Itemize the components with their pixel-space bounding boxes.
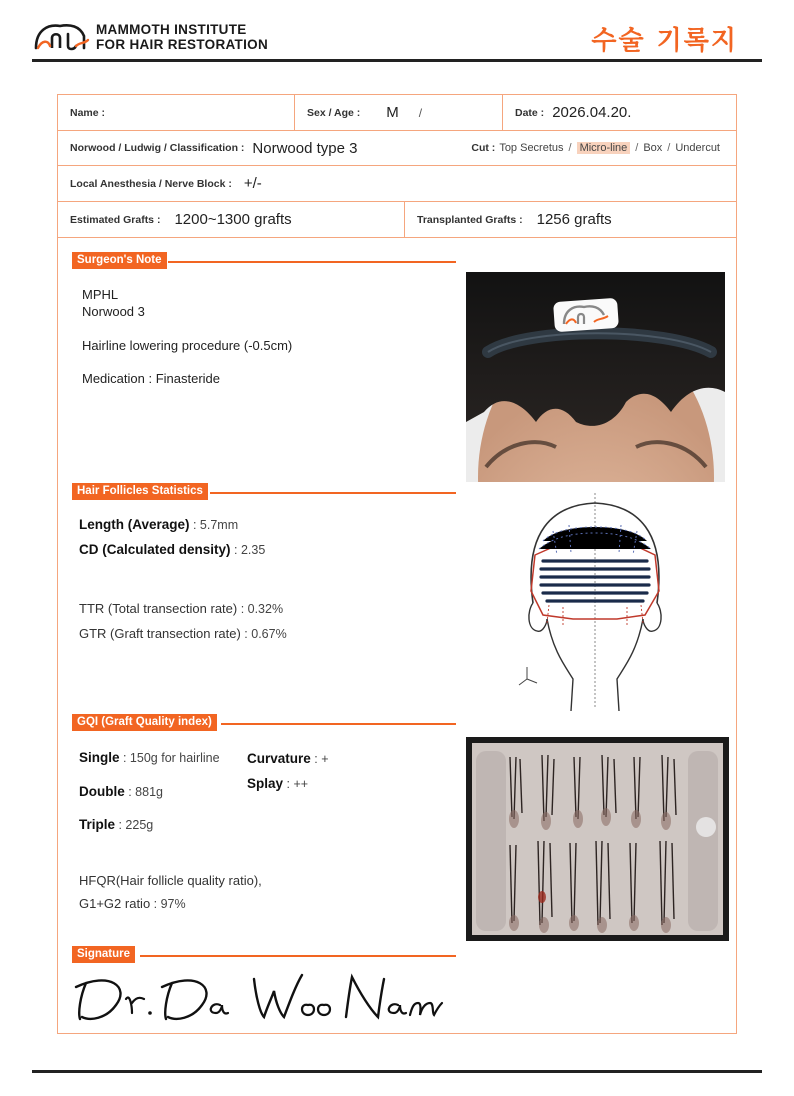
age-separator: / — [418, 105, 423, 120]
single-graft-stat: Single : 150g for hairline — [79, 750, 220, 765]
cut-label: Cut : — [471, 142, 496, 154]
handwritten-signature — [70, 967, 450, 1027]
splay-stat: Splay : ++ — [247, 776, 309, 791]
name-cell — [58, 95, 294, 130]
anesthesia-label: Local Anesthesia / Nerve Block : — [70, 177, 232, 190]
hfqr-line-1: HFQR(Hair follicle quality ratio), — [79, 873, 262, 888]
row-anesthesia — [58, 166, 736, 202]
gtr-stat: GTR (Graft transection rate) : 0.67% — [79, 626, 287, 641]
estimated-grafts-value: 1200~1300 grafts — [174, 211, 292, 228]
ttr-stat: TTR (Total transection rate) : 0.32% — [79, 601, 284, 616]
length-average-stat: Length (Average) : 5.7mm — [79, 517, 239, 532]
note-line-2: Norwood 3 — [82, 304, 145, 319]
cut-option-undercut: Undercut — [675, 142, 720, 154]
document-title: 수술 기록지 — [591, 26, 738, 56]
date-label: Date : — [515, 106, 545, 119]
surgeons-note-heading: Surgeon's Note — [72, 252, 167, 269]
date-value: 2026.04.20. — [552, 104, 632, 121]
classification-value: Norwood type 3 — [252, 139, 358, 157]
cut-option-top-secretus: Top Secretus — [499, 142, 564, 154]
transplanted-grafts-value: 1256 grafts — [536, 211, 612, 228]
signature-heading: Signature — [72, 946, 135, 963]
anesthesia-cell — [58, 166, 262, 201]
double-graft-stat: Double : 881g — [79, 784, 163, 799]
classification-label: Norwood / Ludwig / Classification : — [70, 142, 245, 154]
note-line-4: Medication : Finasteride — [82, 371, 221, 386]
surgery-record-card — [57, 94, 737, 1034]
gqi-heading: GQI (Graft Quality index) — [72, 714, 217, 731]
cut-option-box: Box — [643, 142, 663, 154]
graft-sample-photo — [466, 737, 729, 941]
row-classification — [58, 131, 736, 166]
header-divider — [32, 59, 762, 62]
gqi-rule — [221, 723, 456, 725]
donor-area-head-diagram — [513, 491, 673, 711]
row-name-sex-date — [58, 95, 736, 131]
sex-value: M — [386, 104, 399, 121]
follicle-stats-heading: Hair Follicles Statistics — [72, 483, 208, 500]
cut-cell: Cut : Top Secretus / Micro-line / Box / Undercut — [471, 142, 720, 154]
name-label: Name : — [70, 106, 106, 119]
triple-graft-stat: Triple : 225g — [79, 817, 154, 832]
patient-hairline-photo — [466, 272, 725, 482]
row-grafts — [58, 202, 736, 238]
classification-cell — [58, 131, 459, 165]
sex-age-cell — [294, 95, 502, 130]
transplanted-grafts-label: Transplanted Grafts : — [417, 213, 523, 226]
footer-divider — [32, 1070, 762, 1073]
signature-rule — [140, 955, 456, 957]
mammoth-logo-icon — [32, 18, 92, 54]
note-line-3: Hairline lowering procedure (-0.5cm) — [82, 338, 293, 353]
note-line-1: MPHL — [82, 287, 119, 302]
calculated-density-stat: CD (Calculated density) : 2.35 — [79, 542, 266, 557]
anesthesia-value: +/- — [243, 175, 262, 192]
date-cell — [502, 95, 736, 130]
curvature-stat: Curvature : + — [247, 751, 329, 766]
estimated-grafts-cell — [58, 202, 404, 237]
follicle-stats-rule — [210, 492, 456, 494]
sex-age-label: Sex / Age : — [307, 106, 361, 119]
estimated-grafts-label: Estimated Grafts : — [70, 213, 161, 226]
transplanted-grafts-cell — [404, 202, 736, 237]
cut-option-micro-line: Micro-line — [577, 142, 631, 154]
surgeons-note-rule — [168, 261, 456, 263]
brand-name: MAMMOTH INSTITUTE FOR HAIR RESTORATION — [96, 22, 269, 52]
g1-g2-ratio-stat: G1+G2 ratio : 97% — [79, 896, 186, 911]
